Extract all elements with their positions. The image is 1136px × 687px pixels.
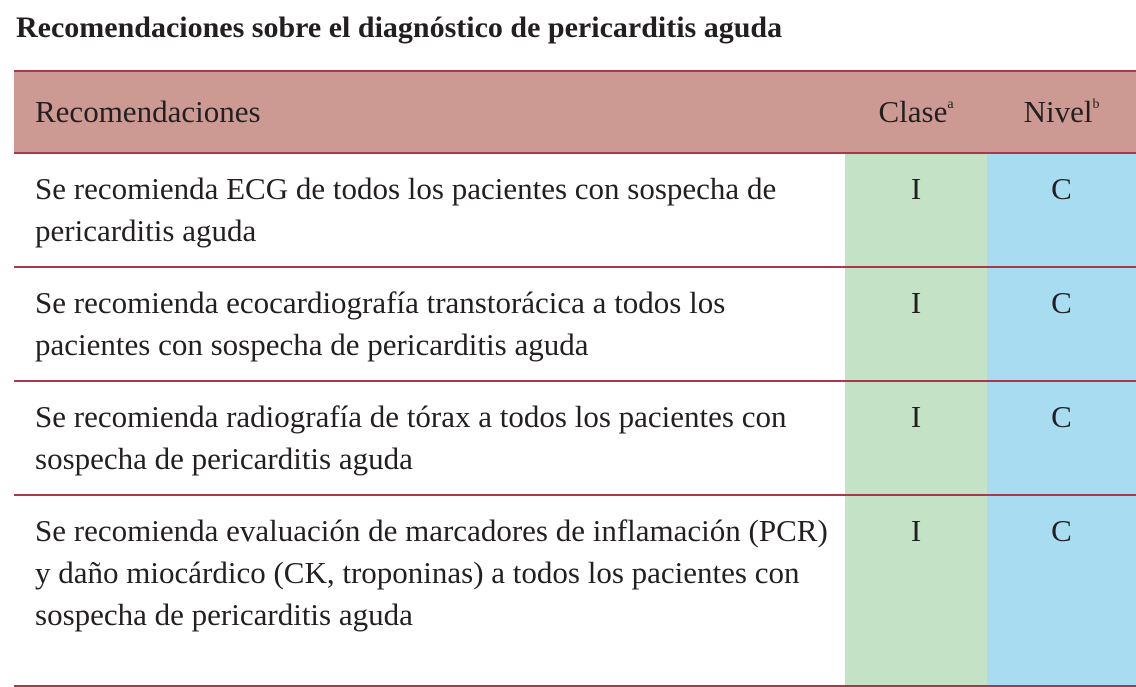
header-recommendations	[14, 71, 845, 153]
recommendation-text: Se recomienda radiografía de tórax a todos los pacientes con sospecha de pericarditis aguda	[14, 381, 845, 495]
nivel-value: C	[987, 495, 1136, 686]
table-row	[14, 495, 1136, 686]
clase-value: I	[845, 495, 987, 686]
table-header	[14, 71, 1136, 153]
recommendation-text: Se recomienda ECG de todos los pacientes con sospecha de pericarditis aguda	[14, 153, 845, 267]
table-row	[14, 267, 1136, 381]
header-clase-label: Clase	[878, 94, 948, 129]
nivel-value: C	[987, 153, 1136, 267]
header-clase-footnote-marker: a	[947, 97, 954, 112]
clase-value: I	[845, 267, 987, 381]
table-body	[14, 153, 1136, 686]
nivel-value: C	[987, 381, 1136, 495]
header-nivel	[987, 71, 1136, 153]
header-nivel-label: Nivel	[1023, 94, 1093, 129]
recommendations-table	[14, 70, 1136, 687]
header-clase	[845, 71, 987, 153]
recommendation-text: Se recomienda ecocardiografía transtorácica a todos los pacientes con sospecha de pericarditis aguda	[14, 267, 845, 381]
clase-value: I	[845, 381, 987, 495]
table-row	[14, 153, 1136, 267]
recommendation-text: Se recomienda evaluación de marcadores de inflamación (PCR) y daño miocárdico (CK, troponinas) a todos los pacientes con sospecha de pericarditis aguda	[14, 495, 845, 686]
header-recommendations-label: Recomendaciones	[35, 94, 261, 129]
nivel-value: C	[987, 267, 1136, 381]
header-nivel-footnote-marker: b	[1092, 97, 1100, 112]
table-title: Recomendaciones sobre el diagnóstico de pericarditis aguda	[16, 11, 783, 44]
table-row	[14, 381, 1136, 495]
header-row	[14, 71, 1136, 153]
clase-value: I	[845, 153, 987, 267]
